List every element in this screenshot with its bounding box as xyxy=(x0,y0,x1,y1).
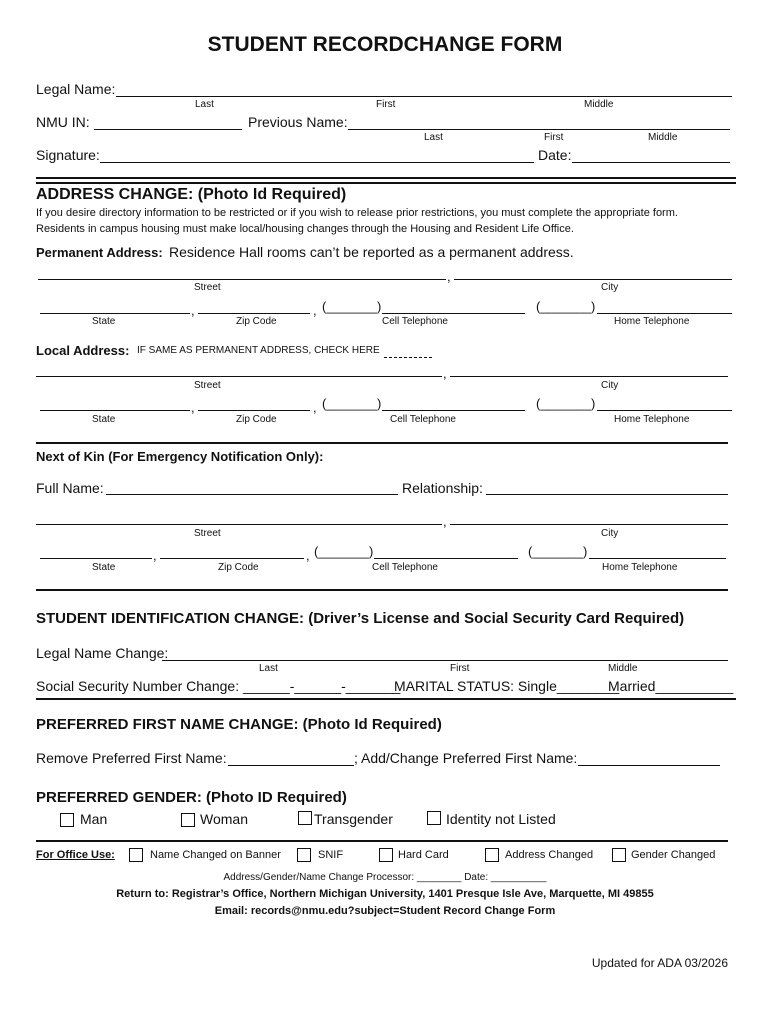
address-changed-label: Address Changed xyxy=(505,849,594,861)
state-caption: State xyxy=(92,414,116,425)
home-telephone-caption: Home Telephone xyxy=(614,414,690,425)
signature-field[interactable] xyxy=(100,162,534,163)
address-info-line-1: If you desire directory information to be restricted or if you wish to release prior restrictions, you must complete the appropriate form. xyxy=(36,207,678,219)
next-of-kin-heading: Next of Kin (For Emergency Notification Only): xyxy=(36,449,324,464)
divider xyxy=(36,840,728,842)
previous-name-field[interactable] xyxy=(348,129,730,130)
gender-changed-label: Gender Changed xyxy=(631,849,716,861)
gender-man-label: Man xyxy=(80,811,108,827)
city-caption: City xyxy=(601,528,619,539)
legal-name-change-first-caption: First xyxy=(450,663,470,674)
nmu-in-label: NMU IN: xyxy=(36,114,90,130)
preferred-name-heading: PREFERRED FIRST NAME CHANGE: (Photo Id Required) xyxy=(36,716,442,733)
state-caption: State xyxy=(92,562,116,573)
snif-label: SNIF xyxy=(318,849,344,861)
kin-home-area-code[interactable]: (_______) xyxy=(528,544,588,559)
divider xyxy=(36,182,736,184)
signature-label: Signature: xyxy=(36,147,100,163)
local-address-note: IF SAME AS PERMANENT ADDRESS, CHECK HERE xyxy=(137,345,380,356)
city-caption: City xyxy=(601,282,619,293)
street-caption: Street xyxy=(194,380,221,391)
comma: , xyxy=(153,548,157,563)
permanent-address-note: Residence Hall rooms can’t be reported as a permanent address. xyxy=(169,244,574,260)
street-caption: Street xyxy=(194,282,221,293)
relationship-label: Relationship: xyxy=(402,480,483,496)
kin-street-field[interactable] xyxy=(36,524,442,525)
local-cell-telephone-field[interactable] xyxy=(382,410,525,411)
gender-transgender-label: Transgender xyxy=(314,811,393,827)
kin-full-name-field[interactable] xyxy=(106,494,398,495)
comma: , xyxy=(313,303,317,318)
divider xyxy=(36,442,728,444)
date-label: Date: xyxy=(538,147,572,163)
comma: , xyxy=(306,548,310,563)
permanent-cell-telephone-field[interactable] xyxy=(382,313,525,314)
comma: , xyxy=(191,303,195,318)
nmu-in-field[interactable] xyxy=(94,129,242,130)
permanent-home-telephone-field[interactable] xyxy=(597,313,732,314)
name-changed-banner-label: Name Changed on Banner xyxy=(150,849,281,861)
marital-status-single-field[interactable]: MARITAL STATUS: Single________ xyxy=(394,678,620,694)
kin-home-telephone-field[interactable] xyxy=(589,558,726,559)
add-preferred-name-field[interactable] xyxy=(578,765,720,766)
previous-name-first-caption: First xyxy=(544,132,564,143)
full-name-label: Full Name: xyxy=(36,480,104,496)
home-telephone-caption: Home Telephone xyxy=(602,562,678,573)
return-to-line: Return to: Registrar’s Office, Northern Michigan University, 1401 Presque Isle Ave, Marquette, MI 49855 xyxy=(116,888,654,900)
local-street-field[interactable] xyxy=(36,376,442,377)
snif-checkbox[interactable] xyxy=(297,848,311,862)
office-use-label: For Office Use: xyxy=(36,849,115,861)
remove-preferred-name-field[interactable] xyxy=(228,765,354,766)
previous-name-label: Previous Name: xyxy=(248,114,348,130)
kin-relationship-field[interactable] xyxy=(486,494,728,495)
legal-name-change-middle-caption: Middle xyxy=(608,663,638,674)
city-caption: City xyxy=(601,380,619,391)
permanent-city-field[interactable] xyxy=(454,279,732,280)
kin-zip-field[interactable] xyxy=(160,558,304,559)
cell-telephone-caption: Cell Telephone xyxy=(382,316,448,327)
comma: , xyxy=(313,400,317,415)
hard-card-label: Hard Card xyxy=(398,849,449,861)
local-state-field[interactable] xyxy=(40,410,190,411)
comma: , xyxy=(443,366,447,381)
email-line: Email: records@nmu.edu?subject=Student Record Change Form xyxy=(214,905,556,917)
address-change-heading: ADDRESS CHANGE: (Photo Id Required) xyxy=(36,186,347,203)
legal-name-first-caption: First xyxy=(376,99,396,110)
kin-cell-telephone-field[interactable] xyxy=(374,558,518,559)
permanent-street-field[interactable] xyxy=(38,279,446,280)
gender-man-checkbox[interactable] xyxy=(60,813,74,827)
zip-caption: Zip Code xyxy=(236,414,277,425)
ssn-change-field[interactable]: Social Security Number Change: ______-______-_______ xyxy=(36,678,401,694)
gender-woman-checkbox[interactable] xyxy=(181,813,195,827)
divider xyxy=(36,698,736,700)
legal-name-change-last-caption: Last xyxy=(259,663,278,674)
name-changed-banner-checkbox[interactable] xyxy=(129,848,143,862)
add-preferred-name-label: ; Add/Change Preferred First Name: xyxy=(354,750,578,766)
previous-name-last-caption: Last xyxy=(424,132,443,143)
legal-name-label: Legal Name: xyxy=(36,81,116,97)
zip-caption: Zip Code xyxy=(218,562,259,573)
gender-changed-checkbox[interactable] xyxy=(612,848,626,862)
cell-telephone-caption: Cell Telephone xyxy=(372,562,438,573)
preferred-gender-heading: PREFERRED GENDER: (Photo ID Required) xyxy=(36,789,347,806)
date-field[interactable] xyxy=(572,162,730,163)
legal-name-change-label: Legal Name Change: xyxy=(36,645,169,661)
zip-caption: Zip Code xyxy=(236,316,277,327)
home-telephone-caption: Home Telephone xyxy=(614,316,690,327)
legal-name-last-caption: Last xyxy=(195,99,214,110)
hard-card-checkbox[interactable] xyxy=(379,848,393,862)
street-caption: Street xyxy=(194,528,221,539)
gender-woman-label: Woman xyxy=(200,811,248,827)
kin-city-field[interactable] xyxy=(450,524,728,525)
gender-transgender-checkbox[interactable] xyxy=(298,811,312,825)
permanent-zip-field[interactable] xyxy=(198,313,310,314)
comma: , xyxy=(443,514,447,529)
legal-name-field[interactable] xyxy=(116,96,732,97)
gender-not-listed-checkbox[interactable] xyxy=(427,811,441,825)
local-home-telephone-field[interactable] xyxy=(597,410,732,411)
comma: , xyxy=(191,400,195,415)
updated-note: Updated for ADA 03/2026 xyxy=(591,956,728,970)
local-city-field[interactable] xyxy=(450,376,728,377)
remove-preferred-name-label: Remove Preferred First Name: xyxy=(36,750,227,766)
permanent-address-label: Permanent Address: xyxy=(36,245,163,260)
local-address-label: Local Address: xyxy=(36,343,130,358)
gender-not-listed-label: Identity not Listed xyxy=(446,811,556,827)
legal-name-middle-caption: Middle xyxy=(584,99,614,110)
permanent-state-field[interactable] xyxy=(40,313,190,314)
processor-line: Address/Gender/Name Change Processor: ________ Date: __________ xyxy=(223,872,547,883)
permanent-home-area-code[interactable]: (_______) xyxy=(536,299,596,314)
address-changed-checkbox[interactable] xyxy=(485,848,499,862)
state-caption: State xyxy=(92,316,116,327)
divider xyxy=(36,177,736,179)
marital-status-married-field[interactable]: Married__________ xyxy=(608,678,734,694)
page-title: STUDENT RECORDCHANGE FORM xyxy=(207,33,563,56)
address-info-line-2: Residents in campus housing must make local/housing changes through the Housing and Resident Life Office. xyxy=(36,223,574,235)
student-id-heading: STUDENT IDENTIFICATION CHANGE: (Driver’s License and Social Security Card Required) xyxy=(36,610,685,627)
kin-state-field[interactable] xyxy=(40,558,152,559)
comma: , xyxy=(447,269,451,284)
previous-name-middle-caption: Middle xyxy=(648,132,678,143)
divider xyxy=(36,589,728,591)
permanent-cell-area-code[interactable]: (_______) xyxy=(322,299,382,314)
cell-telephone-caption: Cell Telephone xyxy=(390,414,456,425)
local-zip-field[interactable] xyxy=(198,410,310,411)
kin-cell-area-code[interactable]: (_______) xyxy=(314,544,374,559)
legal-name-change-field[interactable] xyxy=(162,660,728,661)
same-as-permanent-check[interactable] xyxy=(384,357,432,358)
local-cell-area-code[interactable]: (_______) xyxy=(322,396,382,411)
local-home-area-code[interactable]: (_______) xyxy=(536,396,596,411)
